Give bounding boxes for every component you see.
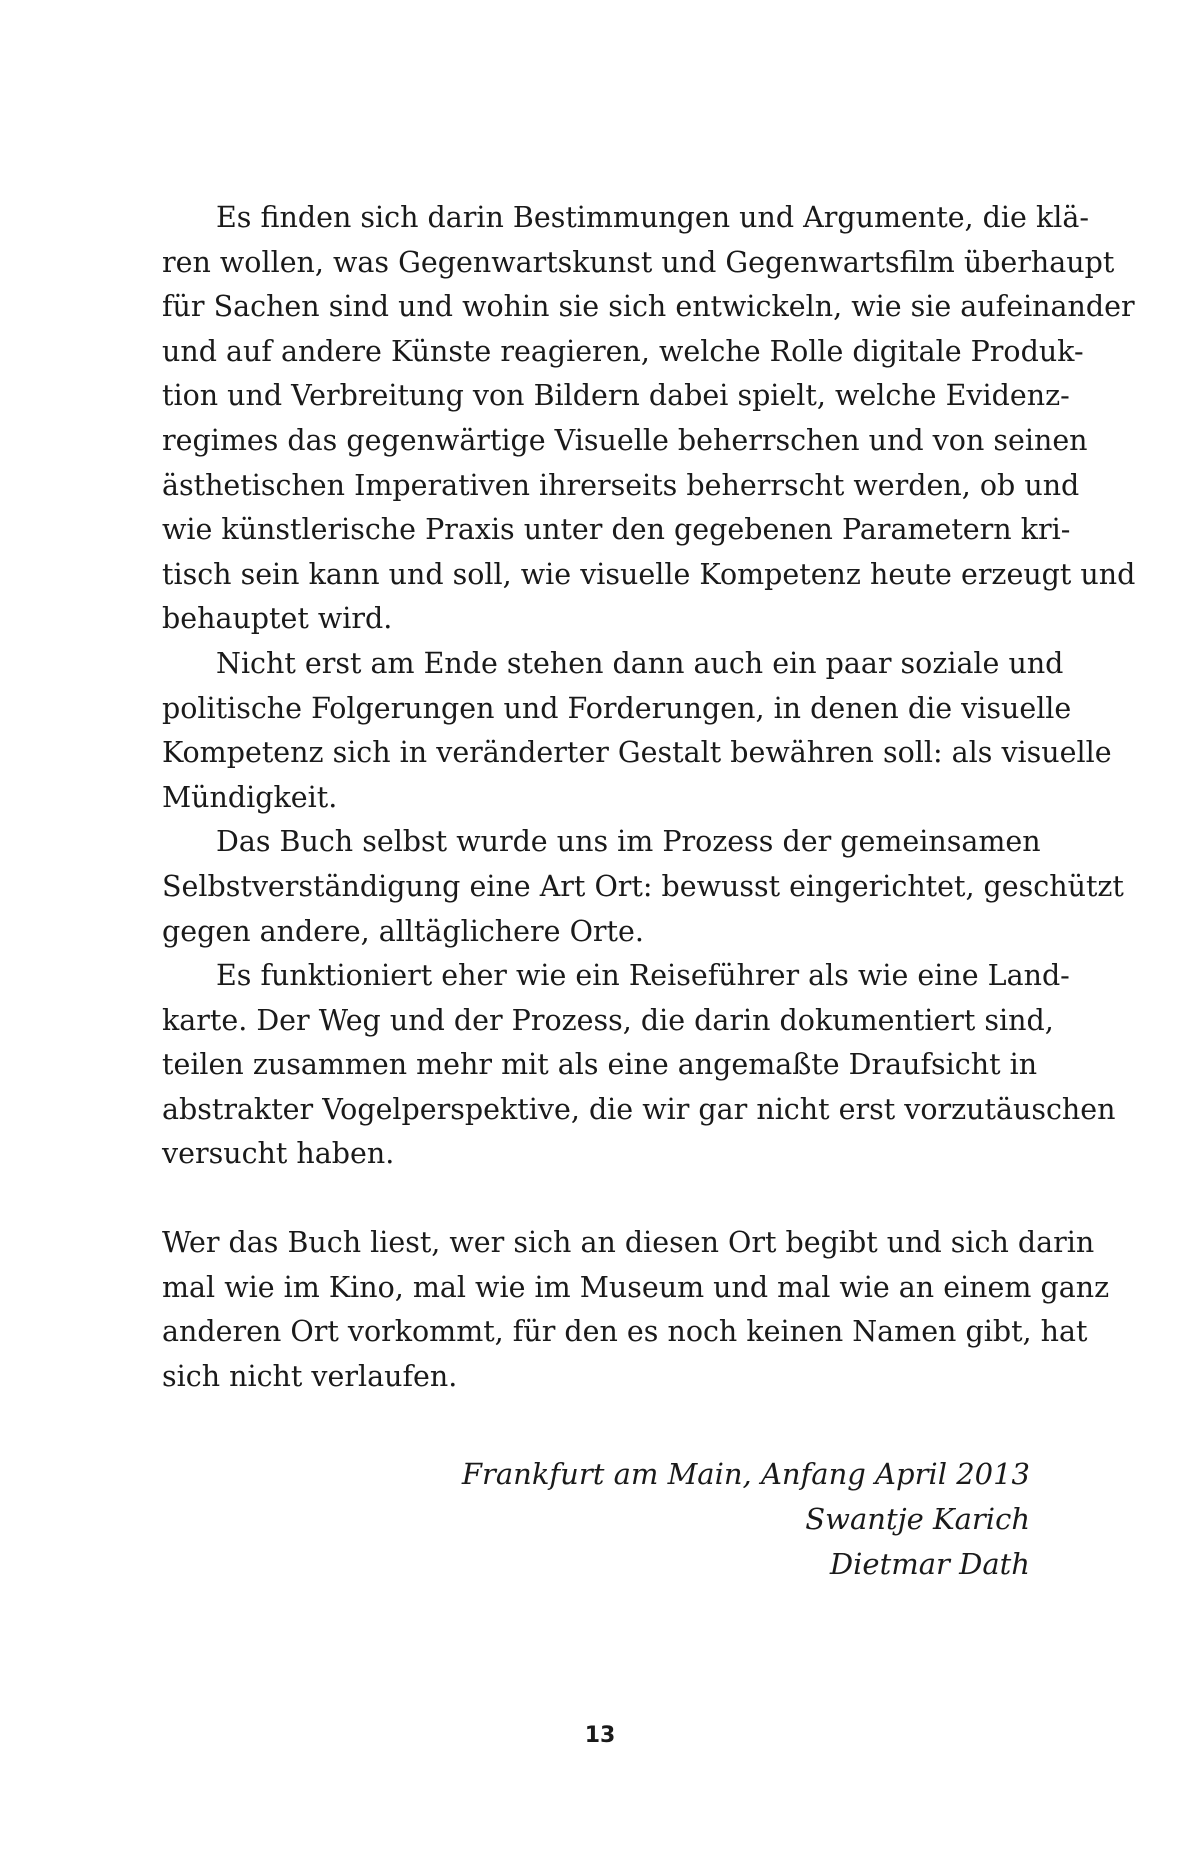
author-name: Swantje Karich — [805, 1502, 1030, 1536]
page-body — [162, 196, 1136, 1399]
author-name: Dietmar Dath — [829, 1547, 1030, 1581]
text-line: politische Folgerungen und Forderungen, in denen die visuelle — [162, 691, 1072, 725]
text-line: Das Buch selbst wurde uns im Prozess der gemeinsamen — [216, 825, 1041, 859]
text-line: ästhetischen Imperativen ihrerseits beherrscht werden, ob und — [162, 468, 1080, 502]
text-line: ren wollen, was Gegenwartskunst und Gegenwartsfilm überhaupt — [162, 245, 1115, 279]
text-line: mal wie im Kino, mal wie im Museum und mal wie an einem ganz — [162, 1270, 1110, 1304]
signature-block — [462, 1452, 1030, 1587]
text-line: versucht haben. — [162, 1137, 395, 1171]
text-line: karte. Der Weg und der Prozess, die darin dokumentiert sind, — [162, 1003, 1054, 1037]
text-line: Nicht erst am Ende stehen dann auch ein paar soziale und — [216, 646, 1064, 680]
text-line: tion und Verbreitung von Bildern dabei spielt, welche Evidenz- — [162, 379, 1070, 413]
text-line: anderen Ort vorkommt, für den es noch keinen Namen gibt, hat — [162, 1315, 1088, 1349]
text-line: und auf andere Künste reagieren, welche Rolle digitale Produk- — [162, 334, 1084, 368]
text-line: abstrakter Vogelperspektive, die wir gar nicht erst vorzutäuschen — [162, 1092, 1116, 1126]
text-line: wie künstlerische Praxis unter den gegebenen Parametern kri- — [162, 513, 1071, 547]
paragraph-1 — [162, 196, 1136, 642]
text-line: Es finden sich darin Bestimmungen und Argumente, die klä- — [216, 201, 1089, 234]
text-line: regimes das gegenwärtige Visuelle beherrschen und von seinen — [162, 423, 1088, 457]
text-line: teilen zusammen mehr mit als eine angemaßte Draufsicht in — [162, 1048, 1038, 1082]
text-line: Wer das Buch liest, wer sich an diesen Ort begibt und sich darin — [162, 1226, 1095, 1260]
paragraph-2 — [162, 642, 1112, 820]
page-number: 13 — [584, 1723, 616, 1748]
text-line: tisch sein kann und soll, wie visuelle Kompetenz heute erzeugt und — [162, 557, 1136, 591]
text-line: gegen andere, alltäglichere Orte. — [162, 914, 644, 948]
text-line: Es funktioniert eher wie ein Reiseführer als wie eine Land- — [216, 959, 1070, 993]
text-line: sich nicht verlaufen. — [162, 1359, 458, 1393]
text-line: Kompetenz sich in veränderter Gestalt bewähren soll: als visuelle — [162, 736, 1112, 770]
text-line: Selbstverständigung eine Art Ort: bewusst eingerichtet, geschützt — [162, 869, 1124, 903]
text-line: Mündigkeit. — [162, 780, 338, 814]
section-break — [162, 1177, 1030, 1221]
text-line: behauptet wird. — [162, 602, 393, 636]
text-line: für Sachen sind und wohin sie sich entwickeln, wie sie aufeinander — [162, 290, 1135, 324]
paragraph-3 — [162, 820, 1124, 954]
place-date: Frankfurt am Main, Anfang April 2013 — [461, 1457, 1030, 1491]
paragraph-5 — [162, 1221, 1110, 1399]
paragraph-4 — [162, 954, 1116, 1177]
